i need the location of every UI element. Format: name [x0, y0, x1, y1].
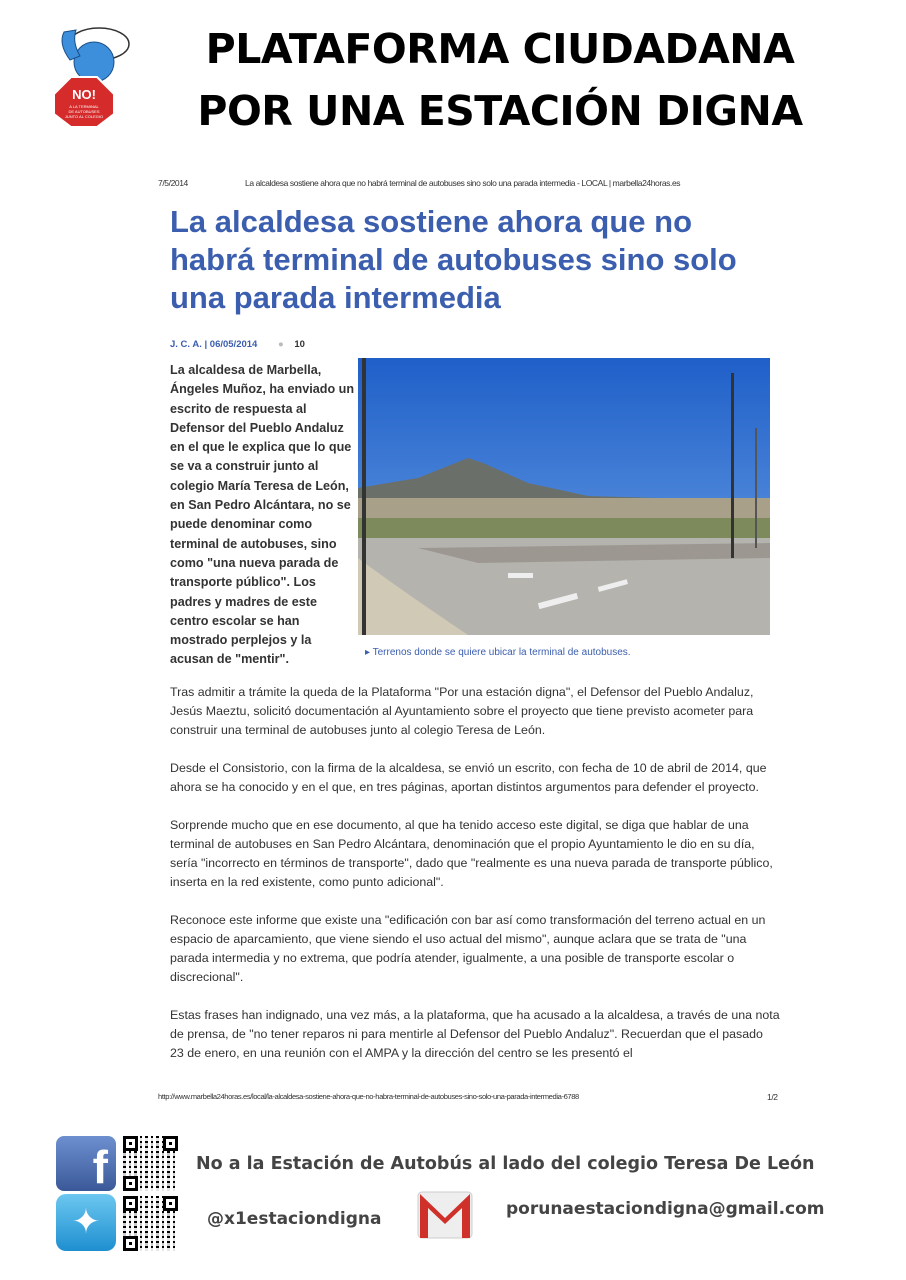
article-body: [170, 683, 780, 1082]
paragraph: Estas frases han indignado, una vez más, a la plataforma, que ha acusado a la alcaldesa, a través de una nota de prensa, de "no tener reparos ni para mentirle al Defensor del Pueblo Andaluz". Recuerdan que el pasado 23 de enero, en una reunión con el AMPA y la dirección del centro se les presentó el: [170, 1008, 780, 1060]
title-line-2: POR UNA ESTACIÓN DIGNA: [197, 87, 803, 135]
twitter-icon[interactable]: ✦: [56, 1194, 116, 1251]
print-date: 7/5/2014: [158, 178, 188, 188]
print-url: http://www.marbella24horas.es/local/la-alcaldesa-sostiene-ahora-que-no-habra-terminal-de-autobuses-sino-solo-una-parada-intermedia-6788: [158, 1092, 579, 1101]
paragraph: Desde el Consistorio, con la firma de la alcaldesa, se envió un escrito, con fecha de 10 de abril de 2014, que ahora se ha conocido y en el que, en tres páginas, aportan distintos argumentos para defender el proyecto.: [170, 761, 767, 794]
footer-slogan: No a la Estación de Autobús al lado del colegio Teresa De León: [196, 1154, 815, 1174]
comment-count[interactable]: 10: [294, 339, 305, 350]
paragraph: Tras admitir a trámite la queda de la Plataforma "Por una estación digna", el Defensor del Pueblo Andaluz, Jesús Maeztu, solicitó documentación al Ayuntamiento sobre el proyecto que tiene previsto acometer para construir una terminal de autobuses junto al colegio Teresa de León.: [170, 685, 754, 737]
twitter-handle[interactable]: @x1estaciondigna: [207, 1209, 382, 1229]
user-icon: ●: [277, 339, 284, 350]
paragraph: Sorprende mucho que en ese documento, al que ha tenido acceso este digital, se diga que hablar de una terminal de autobuses en San Pedro Alcántara, denominación que el propio Ayuntamiento le dio en su día, sería "incorrecto en términos de transporte", dado que "realmente es una nueva parada de transporte público, inserta en la red existente, como punto adicional".: [170, 818, 773, 889]
paragraph: Reconoce este informe que existe una "edificación con bar así como transformación del terreno actual en un espacio de aparcamiento, que viene siendo el uso actual del mismo", aunque aclara que se trata de "una parada intermedia y no extrema, que podría atender, igualmente, a una posible de transporte escolar o discrecional".: [170, 913, 766, 984]
contact-email[interactable]: porunaestaciondigna@gmail.com: [506, 1199, 825, 1219]
article-photo: [358, 358, 770, 635]
facebook-icon[interactable]: f: [56, 1136, 116, 1191]
print-page-title: La alcaldesa sostiene ahora que no habrá terminal de autobuses sino solo una parada intermedia - LOCAL | marbella24horas.es: [245, 178, 681, 188]
title-line-1: PLATAFORMA CIUDADANA: [205, 25, 795, 73]
article-headline: La alcaldesa sostiene ahora que no habrá terminal de autobuses sino solo una parada intermedia: [170, 204, 737, 315]
byline-text: J. C. A. | 06/05/2014: [170, 339, 258, 350]
svg-text:DE AUTOBUSES: DE AUTOBUSES: [68, 109, 100, 114]
qr-code-twitter: [123, 1196, 178, 1251]
qr-code-facebook: [123, 1136, 178, 1191]
svg-text:JUNTO AL COLEGIO: JUNTO AL COLEGIO: [64, 114, 104, 119]
svg-text:A LA TERMINAL: A LA TERMINAL: [69, 104, 99, 109]
svg-text:NO!: NO!: [72, 87, 96, 102]
gmail-icon[interactable]: [416, 1186, 474, 1244]
article-lede: La alcaldesa de Marbella, Ángeles Muñoz, ha enviado un escrito de respuesta al Defensor del Pueblo Andaluz en el que le explica que lo que se va a construir junto al colegio María Teresa de León, en San Pedro Alcántara, no se puede denominar como terminal de autobuses, sino como "una nueva parada de transporte público". Los padres y madres de este centro escolar se han mostrado perplejos y la acusan de "mentir".: [170, 363, 355, 667]
print-page-number: 1/2: [767, 1092, 778, 1102]
photo-caption: ▸ Terrenos donde se quiere ubicar la terminal de autobuses.: [365, 647, 631, 658]
page-title: [150, 18, 850, 142]
article-byline: [170, 339, 305, 350]
logo: [44, 22, 134, 127]
